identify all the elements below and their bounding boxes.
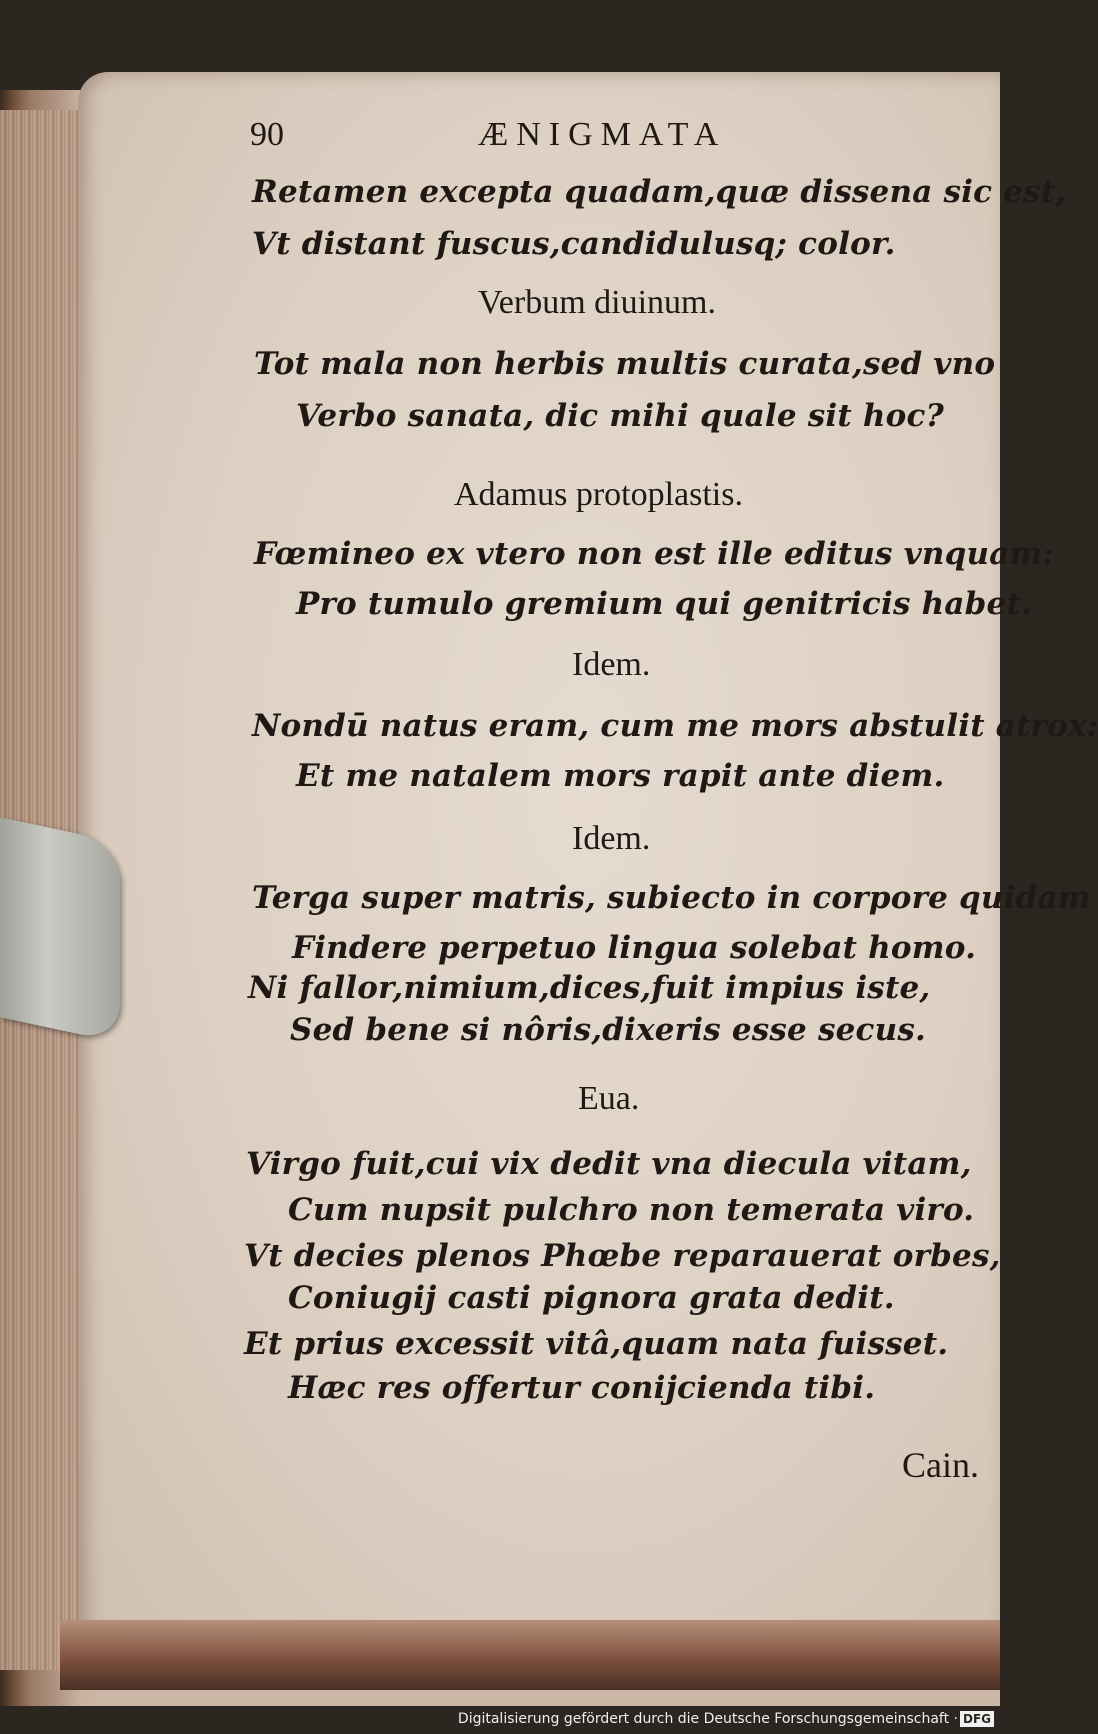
section-title: Idem. xyxy=(572,820,651,857)
catchword: Cain. xyxy=(902,1445,979,1485)
verse-line: Nondū natus eram, cum me mors abstulit atrox: xyxy=(252,708,1098,744)
page-number: 90 xyxy=(250,116,284,153)
verse-line: Vt decies plenos Phœbe reparauerat orbes, xyxy=(244,1238,1001,1274)
verse-line: Tot mala non herbis multis curata,sed vno xyxy=(254,346,996,382)
section-title: Eua. xyxy=(578,1080,640,1117)
section-title: Verbum diuinum. xyxy=(478,284,716,321)
digitization-footer xyxy=(0,1706,1000,1734)
verse-line: Cum nupsit pulchro non temerata viro. xyxy=(288,1192,975,1228)
verse-line: Et me natalem mors rapit ante diem. xyxy=(296,758,945,794)
verse-line: Sed bene si nôris,dixeris esse secus. xyxy=(290,1012,927,1048)
verse-line: Et prius excessit vitâ,quam nata fuisset. xyxy=(244,1326,949,1362)
verse-line: Hæc res offertur conijcienda tibi. xyxy=(288,1370,876,1406)
dfg-logo-icon: DFG xyxy=(960,1711,994,1727)
section-title: Idem. xyxy=(572,646,651,683)
verse-line: Virgo fuit,cui vix dedit vna diecula vitam, xyxy=(246,1146,972,1182)
section-title: Adamus protoplastis. xyxy=(454,476,743,513)
verse-line: Terga super matris, subiecto in corpore quidam xyxy=(252,880,1091,916)
verse-line: Fœmineo ex vtero non est ille editus vnquam: xyxy=(254,536,1055,572)
verse-line: Ni fallor,nimium,dices,fuit impius iste, xyxy=(248,970,931,1006)
verse-line: Verbo sanata, dic mihi quale sit hoc? xyxy=(296,398,944,434)
verse-line: Retamen excepta quadam,quæ dissena sic est, xyxy=(252,174,1067,210)
verse-line: Pro tumulo gremium qui genitricis habet. xyxy=(296,586,1032,622)
footer-text: Digitalisierung gefördert durch die Deutsche Forschungsgemeinschaft · xyxy=(457,1711,958,1727)
verse-line: Findere perpetuo lingua solebat homo. xyxy=(292,930,977,966)
running-head: ÆNIGMATA xyxy=(478,116,727,153)
verse-line: Vt distant fuscus,candidulusq; color. xyxy=(252,226,896,262)
verse-line: Coniugij casti pignora grata dedit. xyxy=(288,1280,895,1316)
